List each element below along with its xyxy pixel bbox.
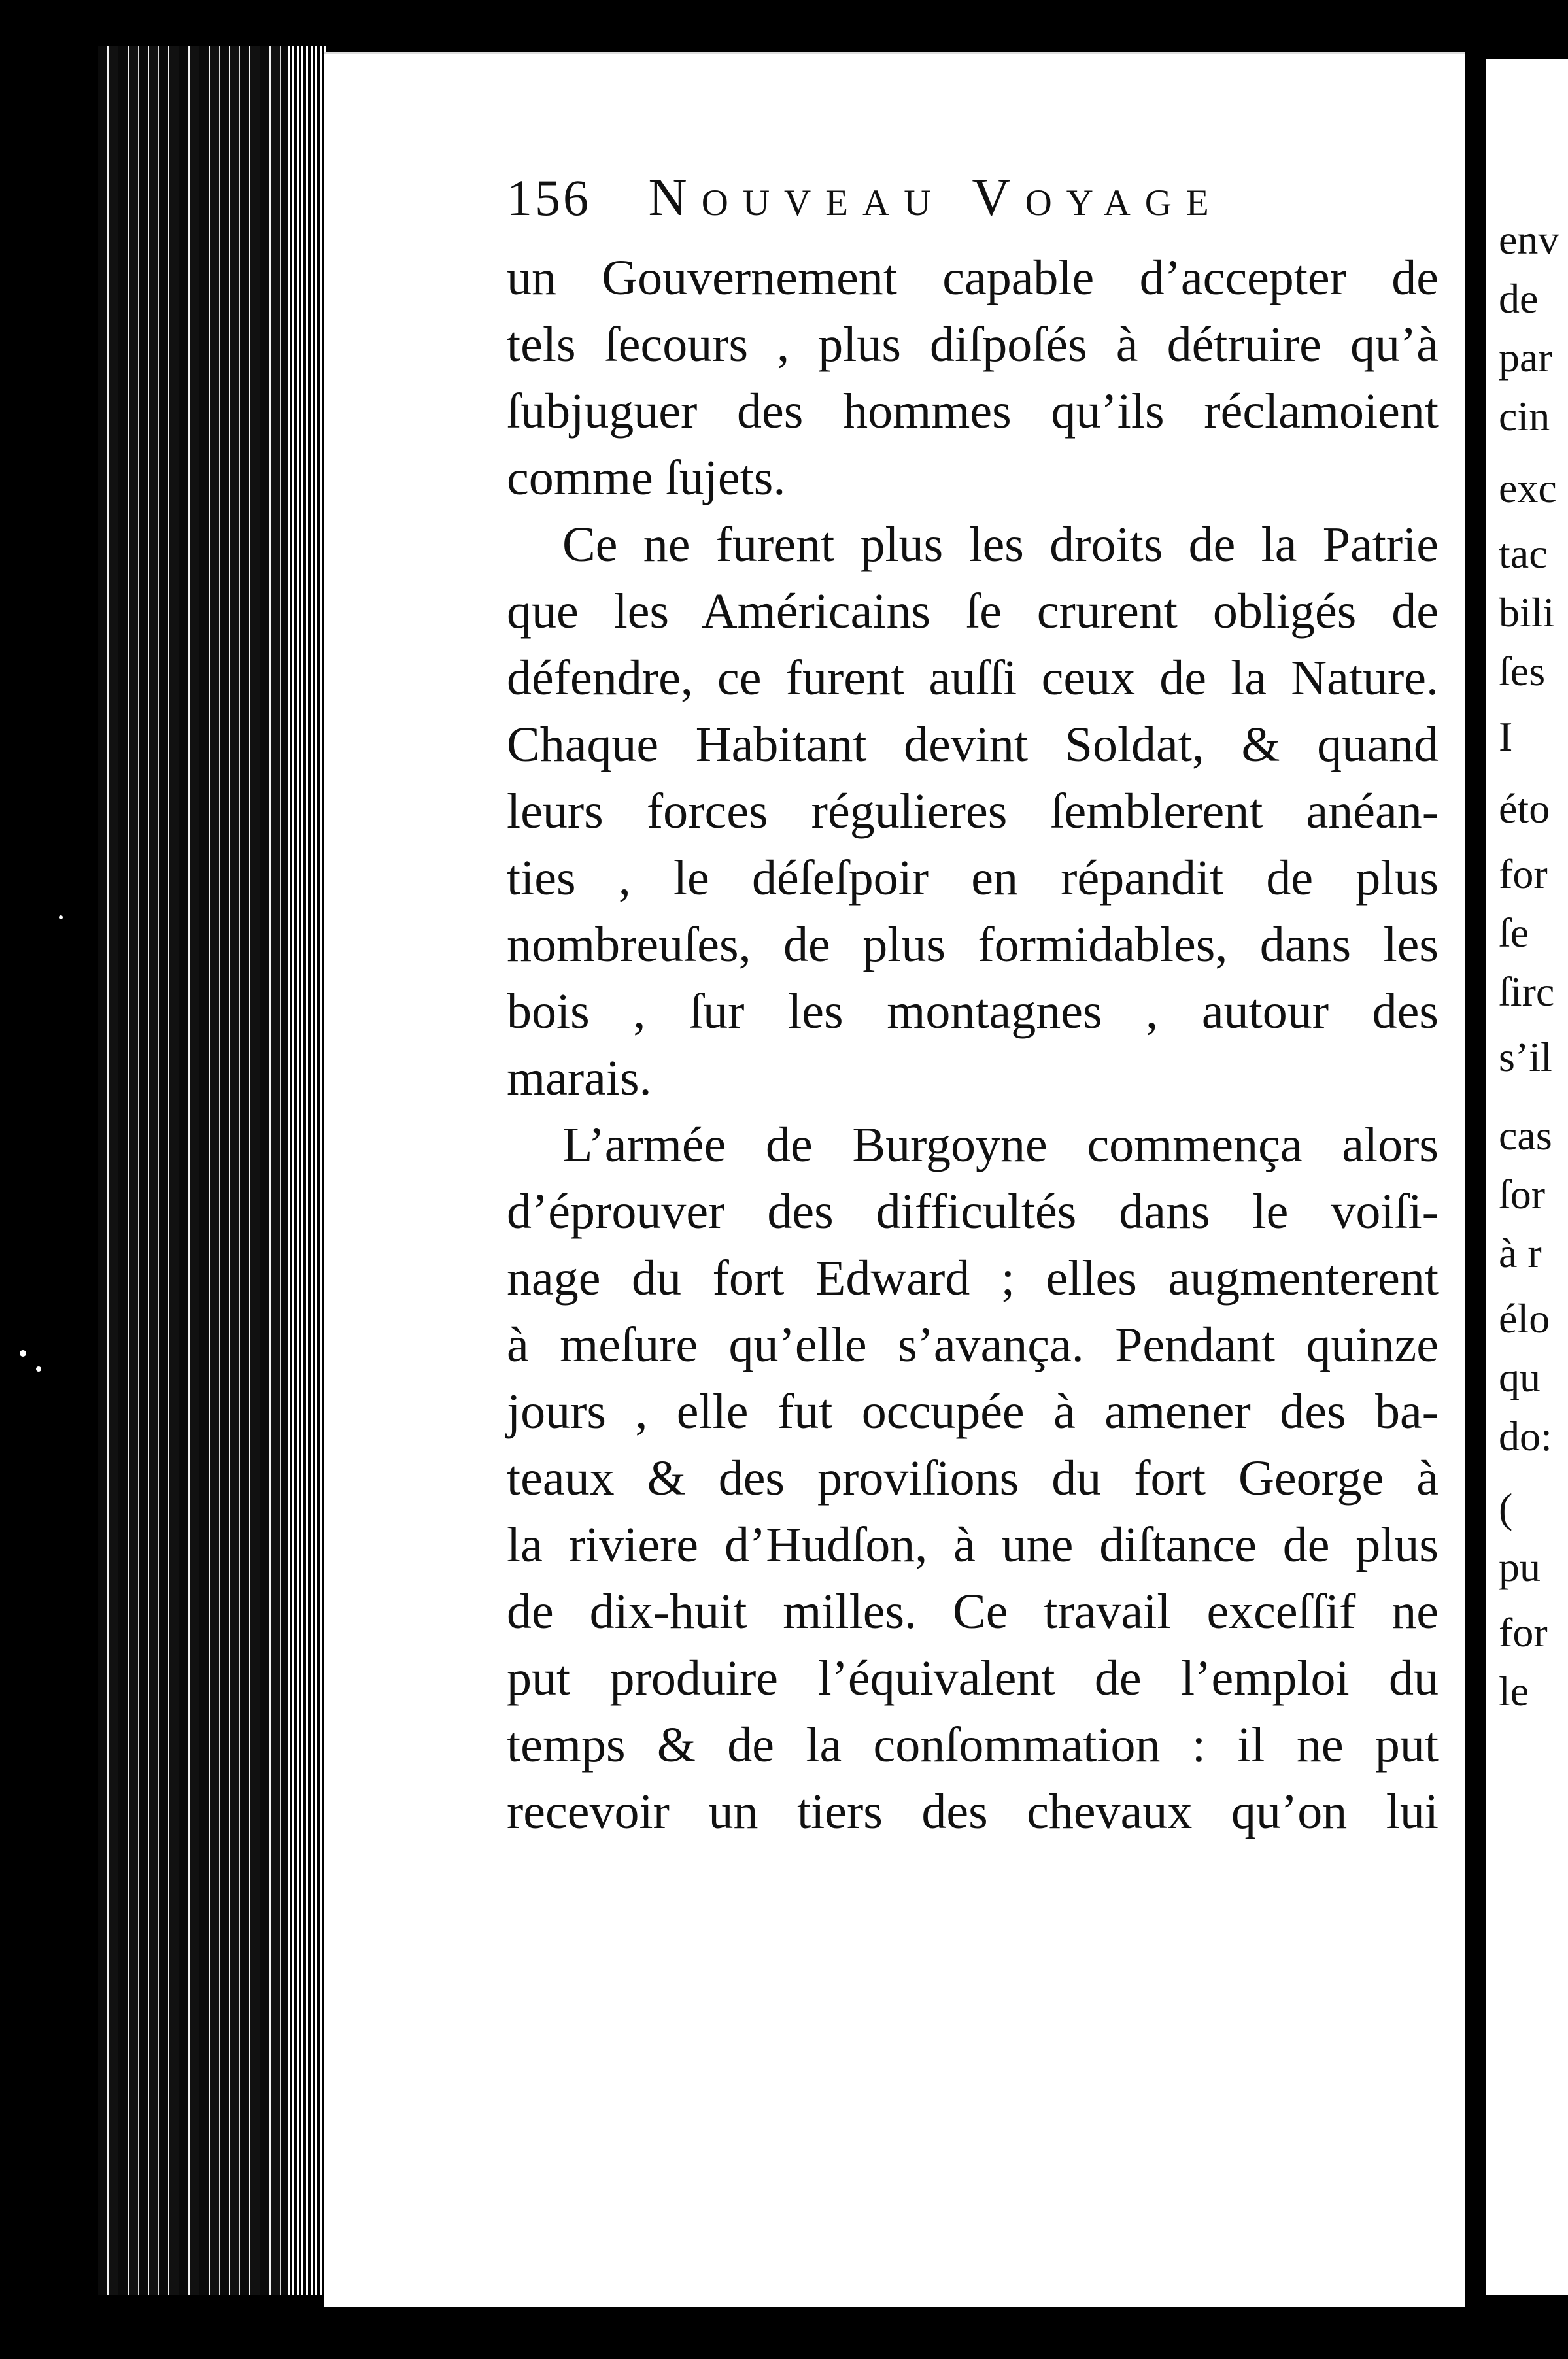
running-title: Nouveau Voyage: [648, 167, 1223, 227]
next-page-fragment: cas: [1499, 1112, 1552, 1159]
next-page-fragment: éto: [1499, 785, 1550, 832]
next-page-fragment: pu: [1499, 1544, 1541, 1590]
running-header: [507, 167, 1448, 245]
text-line: L’armée de Burgoyne commença alors: [562, 1117, 1439, 1172]
text-line: bois , ſur les montagnes , autour des: [507, 984, 1439, 1039]
text-line: la riviere d’Hudſon, à une diſtance de plus: [507, 1518, 1439, 1572]
text-line: un Gouvernement capable d’accepter de: [507, 250, 1439, 305]
next-page-edge: [1486, 59, 1568, 2295]
next-page-fragment: le: [1499, 1668, 1529, 1714]
text-line: tels ſecours , plus diſpoſés à détruire qu’à: [507, 317, 1439, 372]
next-page-fragment: env: [1499, 216, 1559, 263]
next-page-fragment: s’il: [1499, 1034, 1552, 1080]
next-page-fragment: for: [1499, 1609, 1548, 1655]
text-line: ties , le déſeſpoir en répandit de plus: [507, 851, 1439, 906]
text-line: nage du fort Edward ; elles augmenterent: [507, 1251, 1439, 1306]
text-line: d’éprouver des difficultés dans le voiſi-: [507, 1184, 1439, 1239]
text-line: Chaque Habitant devint Soldat, & quand: [507, 717, 1439, 772]
next-page-fragment: ſe: [1499, 909, 1529, 956]
body-text: [507, 245, 1439, 1845]
next-page-fragment: ſor: [1499, 1171, 1546, 1217]
text-line: défendre, ce furent auſſi ceux de la Nature.: [507, 651, 1439, 705]
text-line: leurs forces régulieres ſemblerent anéan-: [507, 784, 1439, 839]
text-line: put produire l’équivalent de l’emploi du: [507, 1651, 1439, 1706]
text-line: ſubjuguer des hommes qu’ils réclamoient: [507, 384, 1439, 439]
text-line: de dix-huit milles. Ce travail exceſſif ne: [507, 1584, 1439, 1639]
next-page-fragment: élo: [1499, 1295, 1550, 1342]
next-page-fragment: I: [1499, 713, 1513, 760]
next-page-fragment: exc: [1499, 465, 1557, 511]
text-line: teaux & des proviſions du fort George à: [507, 1451, 1439, 1506]
text-line: Ce ne furent plus les droits de la Patrie: [562, 517, 1439, 572]
next-page-fragment: de: [1499, 275, 1539, 322]
next-page-fragment: ſes: [1499, 648, 1546, 694]
text-line: recevoir un tiers des chevaux qu’on lui: [507, 1784, 1439, 1839]
scan-speck: [59, 915, 63, 919]
text-line: comme ſujets.: [507, 450, 786, 505]
next-page-fragment: à r: [1499, 1230, 1542, 1276]
next-page-fragment: bili: [1499, 589, 1555, 636]
text-line: marais.: [507, 1051, 652, 1106]
next-page-fragment: (: [1499, 1485, 1513, 1531]
next-page-fragment: par: [1499, 334, 1552, 381]
page-edges: [288, 46, 327, 2295]
page-gutter: [1465, 39, 1486, 2315]
scan-speck: [36, 1366, 41, 1372]
text-line: temps & de la conſommation : il ne put: [507, 1718, 1439, 1773]
text-line: nombreuſes, de plus formidables, dans les: [507, 917, 1439, 972]
scan-speck: [20, 1350, 26, 1357]
next-page-fragment: tac: [1499, 530, 1548, 577]
next-page-fragment: qu: [1499, 1354, 1541, 1400]
next-page-fragment: ſirc: [1499, 968, 1555, 1015]
next-page-fragment: for: [1499, 851, 1548, 897]
text-line: à meſure qu’elle s’avança. Pendant quinze: [507, 1317, 1439, 1372]
next-page-fragment: cin: [1499, 393, 1550, 439]
next-page-fragment: do:: [1499, 1413, 1552, 1459]
page-number: 156: [507, 169, 591, 226]
text-line: jours , elle fut occupée à amener des ba-: [507, 1384, 1439, 1439]
text-line: que les Américains ſe crurent obligés de: [507, 584, 1439, 639]
